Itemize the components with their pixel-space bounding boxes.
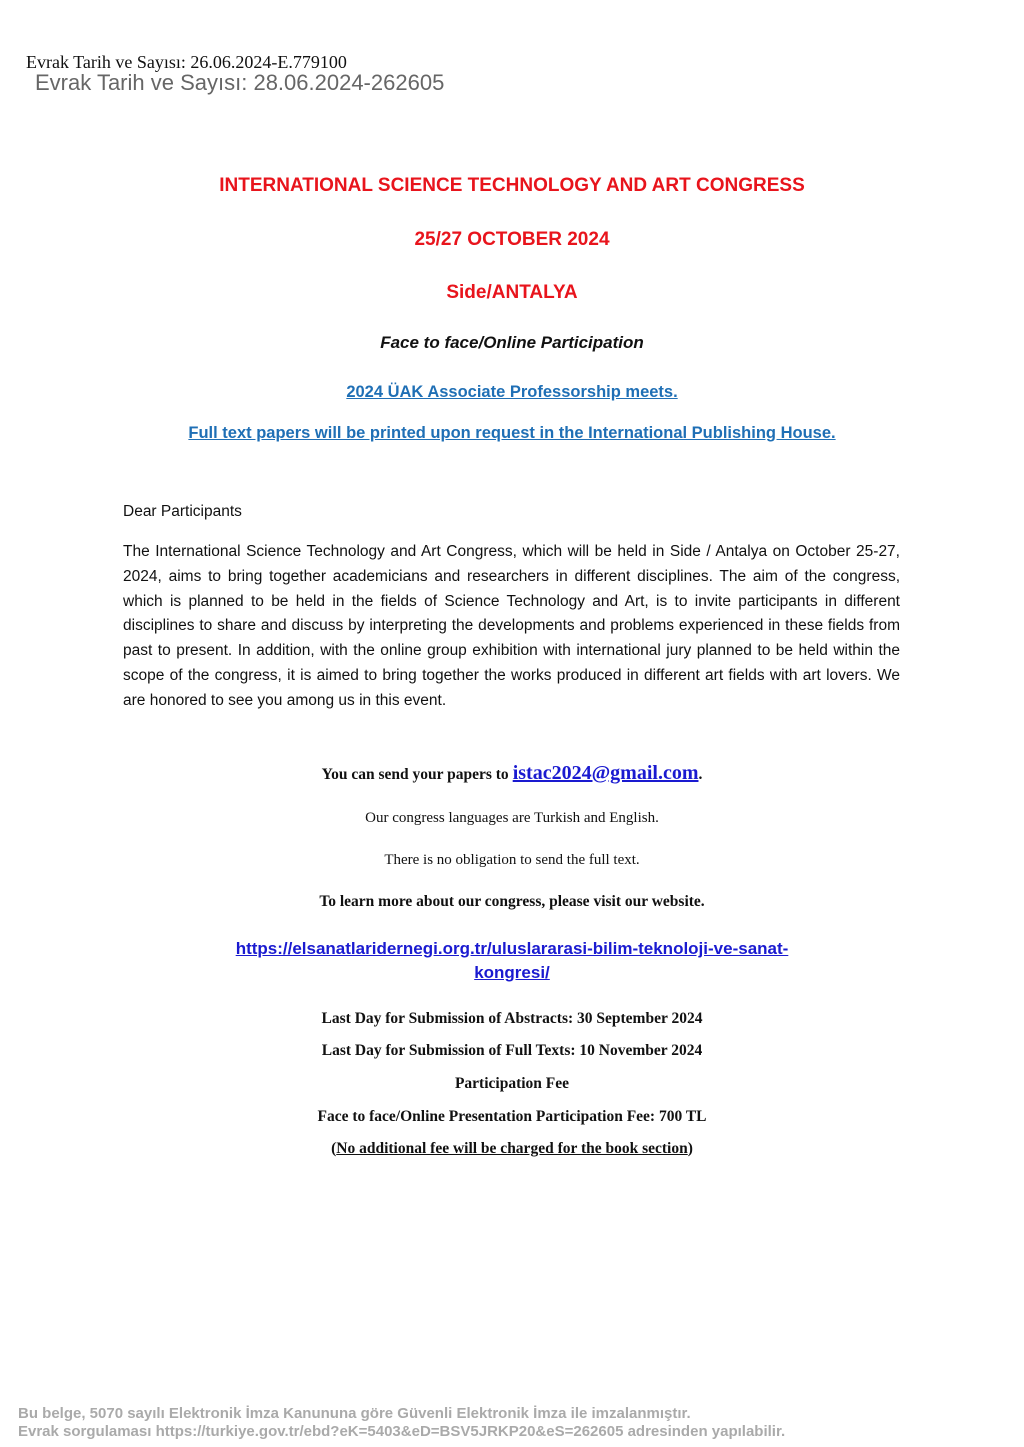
languages-note: Our congress languages are Turkish and English. bbox=[365, 810, 659, 826]
abstract-deadline: Last Day for Submission of Abstracts: 30 September 2024 bbox=[321, 1010, 703, 1027]
learn-more-note: To learn more about our congress, please visit our website. bbox=[319, 893, 705, 910]
congress-location: Side/ANTALYA bbox=[446, 282, 578, 303]
fee-note-open: ( bbox=[331, 1140, 337, 1157]
fee-note-text: No additional fee will be charged for the book section bbox=[336, 1140, 688, 1157]
fee-note-close: ) bbox=[687, 1140, 693, 1157]
fee-line: Face to face/Online Presentation Participation Fee: 700 TL bbox=[317, 1108, 707, 1125]
document-stamp-1: Evrak Tarih ve Sayısı: 26.06.2024-E.779100 bbox=[26, 52, 347, 72]
footer-signature-note: Bu belge, 5070 sayılı Elektronik İmza Kanununa göre Güvenli Elektronik İmza ile imzalanmıştır. bbox=[18, 1405, 691, 1422]
website-link-line1[interactable]: https://elsanatlaridernegi.org.tr/uluslararasi-bilim-teknoloji-ve-sanat- bbox=[235, 939, 789, 958]
fulltext-deadline: Last Day for Submission of Full Texts: 10 November 2024 bbox=[321, 1042, 703, 1059]
footer-verification-note: Evrak sorgulaması https://turkiye.gov.tr/ebd?eK=5403&eD=BSV5JRKP20&eS=262605 adresinden yapılabilir. bbox=[18, 1423, 786, 1440]
greeting: Dear Participants bbox=[123, 503, 242, 520]
fee-note bbox=[0, 1140, 1024, 1158]
print-link-row bbox=[0, 424, 1024, 443]
website-link[interactable] bbox=[0, 937, 1024, 985]
website-link-line2[interactable]: kongresi/ bbox=[474, 963, 550, 982]
publishing-link[interactable]: Full text papers will be printed upon request in the International Publishing House. bbox=[188, 424, 836, 442]
participation-mode: Face to face/Online Participation bbox=[380, 333, 644, 352]
send-papers-line bbox=[0, 762, 1024, 785]
email-link[interactable]: istac2024@gmail.com bbox=[512, 762, 699, 784]
send-suffix: . bbox=[698, 766, 703, 783]
fee-heading: Participation Fee bbox=[454, 1075, 570, 1092]
uak-link-row bbox=[0, 383, 1024, 402]
send-prefix: You can send your papers to bbox=[321, 766, 509, 783]
no-obligation-note: There is no obligation to send the full text. bbox=[384, 852, 640, 868]
uak-link[interactable]: 2024 ÜAK Associate Professorship meets. bbox=[346, 383, 678, 401]
document-stamp-2: Evrak Tarih ve Sayısı: 28.06.2024-262605 bbox=[35, 70, 445, 95]
intro-paragraph: The International Science Technology and Art Congress, which will be held in Side / Antalya on October 25-27, 2024, aims to bring together academicians and researchers in different disciplines. The aim of the congress, which is planned to be held in the fields of Science Technology and Art, is to invite participants in different disciplines to share and discuss by interpreting the developments and problems experienced in these fields from past to present. In addition, with the online group exhibition with international jury planned to be held within the scope of the congress, it is aimed to bring together the works produced in different art fields with art lovers. We are honored to see you among us in this event. bbox=[123, 543, 900, 709]
congress-title: INTERNATIONAL SCIENCE TECHNOLOGY AND ART CONGRESS bbox=[219, 175, 805, 196]
congress-dates: 25/27 OCTOBER 2024 bbox=[414, 229, 610, 250]
